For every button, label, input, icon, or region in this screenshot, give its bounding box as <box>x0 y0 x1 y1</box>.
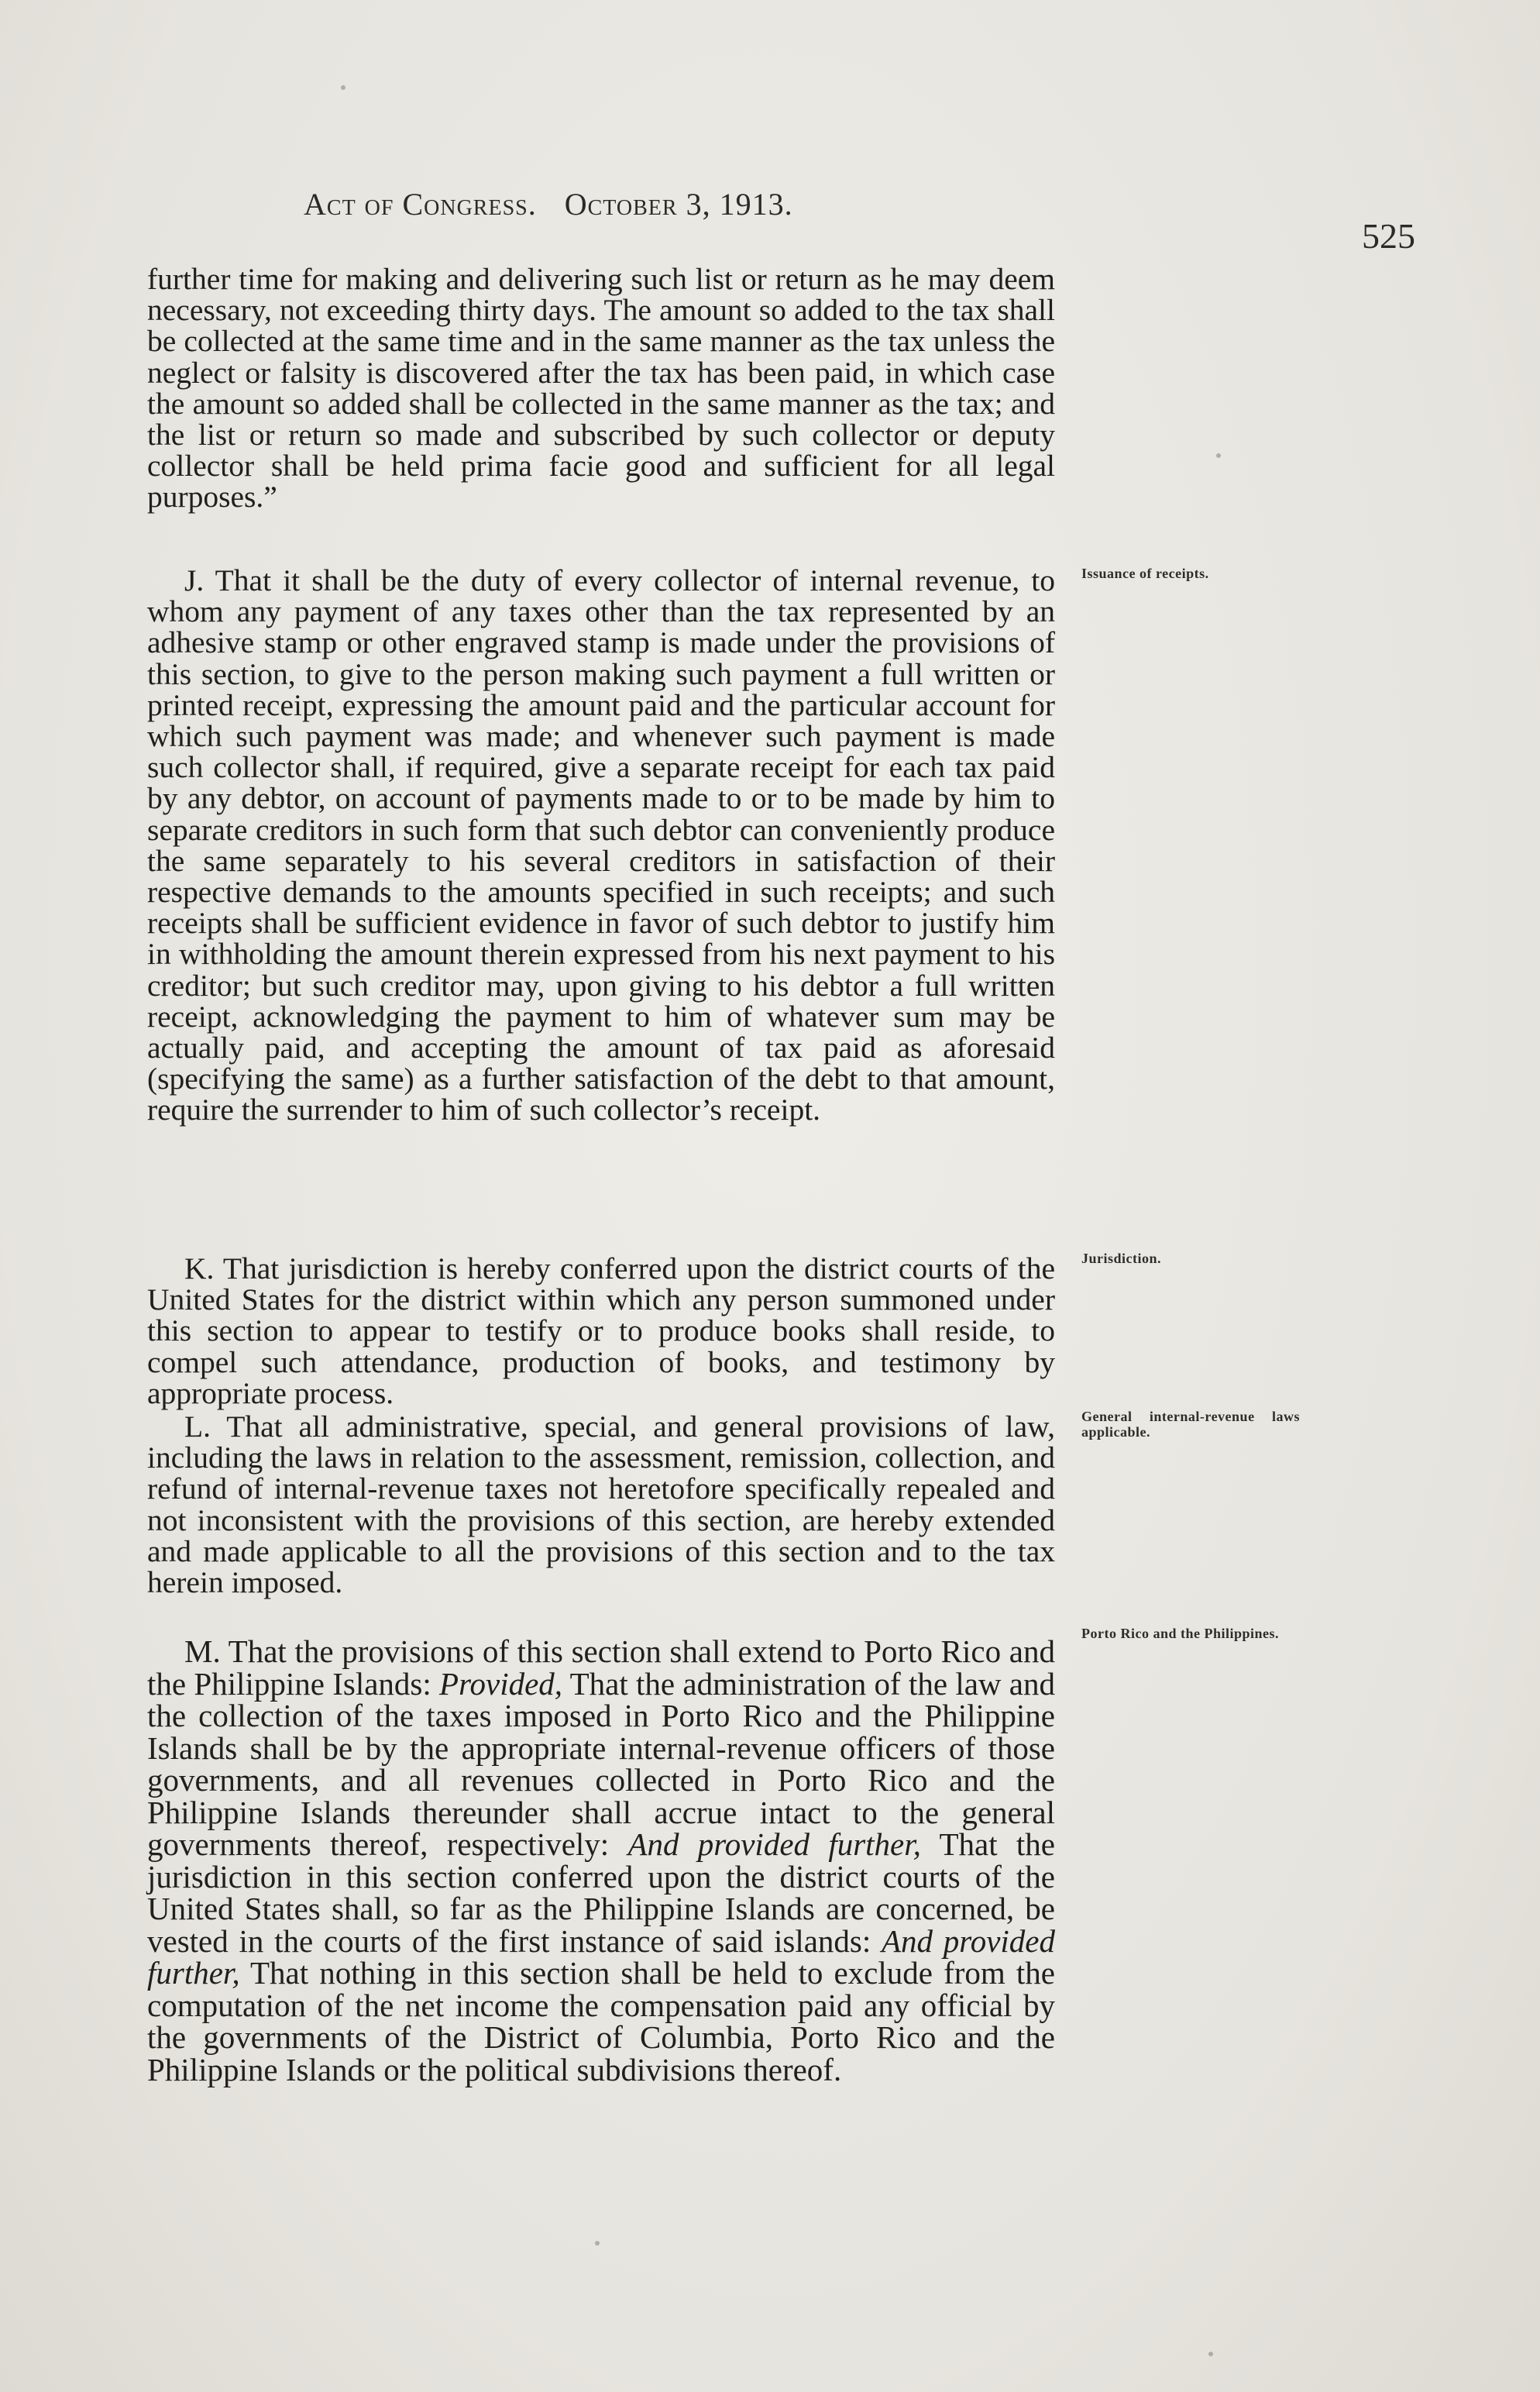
margin-note-issuance-of-receipts: Issuance of receipts. <box>1081 566 1209 581</box>
paragraph-continuation: further time for making and delivering such list or return as he may deem necessary, not exceeding thirty days. The amount so added to the tax shall be collected at the same time and in the same manner as the tax unless the neglect or falsity is discovered after the tax has been paid, in which case the amount so added shall be collected in the same manner as the tax; and the list or return so made and subscribed by such collector or deputy collector shall be held prima facie good and sufficient for all legal purposes.” <box>147 262 1055 515</box>
paragraph-j: J. That it shall be the duty of every collector of internal revenue, to whom any payment of any taxes other than the tax represented by an adhesive stamp or other engraved stamp is made under the provisions of this section, to give to the person making such payment a full written or printed receipt, expressing the amount paid and the particular account for which such payment was made; and whenever such payment is made such collector shall, if required, give a separate receipt for each tax paid by any debtor, on account of payments made to or to be made by him to separate creditors in such form that such debtor can conveniently produce the same separately to his several creditors in satisfaction of their respective demands to the amounts specified in such receipts; and such receipts shall be sufficient evidence in favor of such debtor to justify him in withholding the amount therein expressed from his next payment to his creditor; but such creditor may, upon giving to his debtor a full written receipt, acknowledging the payment to him of whatever sum may be actually paid, and accepting the amount of tax paid as aforesaid (specifying the same) as a further satisfaction of the debt to that amount, require the surrender to him of such collector’s receipt. <box>147 563 1055 1127</box>
paragraph-m-proviso-1: Provided, <box>439 1665 563 1702</box>
scan-speck <box>595 2241 600 2246</box>
body-text <box>147 263 1055 2086</box>
margin-note-porto-rico-and-philippines: Porto Rico and the Philippines. <box>1081 1626 1280 1641</box>
paragraph-l: L. That all administrative, special, and general provisions of law, including the laws in relation to the assessment, remission, collection, and refund of internal-revenue taxes not heretofore specifically repealed and not inconsistent with the provisions of this section, are hereby extended and made applicable to all the provisions of this section and to the tax herein imposed. <box>147 1409 1055 1600</box>
page-number: 525 <box>1362 216 1415 256</box>
paragraph-m-text-4: That nothing in this section shall be held to exclude from the computation of the net income the compensation paid any official by the governments of the District of Columbia, Porto Rico and the Philippine Islands or the political subdivisions thereof. <box>147 1955 1055 2087</box>
running-title-right: October 3, 1913. <box>564 187 793 222</box>
paragraph-m-proviso-3: And provided further, <box>147 1922 1055 1991</box>
running-head <box>304 186 793 222</box>
paragraph-m-text-1: M. That the provisions of this section shall extend to Porto Rico and the Philippine Islands: <box>147 1633 1055 1702</box>
scan-speck <box>1216 453 1221 458</box>
scan-speck <box>1208 2352 1213 2356</box>
running-title-left: Act of Congress. <box>304 187 537 222</box>
paragraph-m-text-2: That the administration of the law and the collection of the taxes imposed in Porto Rico and the Philippine Islands shall be by the appropriate internal-revenue officers of those governments, and all revenues collected in Porto Rico and the Philippine Islands thereunder shall accrue intact to the general governments thereof, respectively: <box>147 1665 1055 1862</box>
margin-note-general-internal-revenue-laws: General internal-revenue laws applicable. <box>1081 1409 1300 1440</box>
paragraph-k: K. That jurisdiction is hereby conferred upon the district courts of the United States for the district within which any person summoned under this section to appear to testify or to produce books shall reside, to compel such attendance, production of books, and testimony by appropriate process. <box>147 1251 1055 1410</box>
paragraph-m-proviso-2: And provided further, <box>627 1826 921 1862</box>
margin-note-jurisdiction: Jurisdiction. <box>1081 1251 1162 1266</box>
paragraph-m-text-3: That the jurisdiction in this section conferred upon the district courts of the United States shall, so far as the Philippine Islands are concerned, be vested in the courts of the first instance of said islands: <box>147 1826 1055 1959</box>
scan-speck <box>341 85 345 90</box>
paragraph-m <box>147 1633 1055 2087</box>
